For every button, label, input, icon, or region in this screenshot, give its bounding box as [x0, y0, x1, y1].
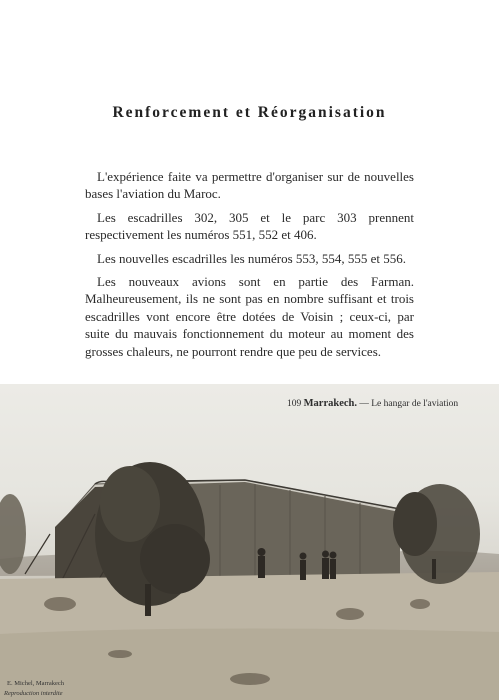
- photo-credit: E. Michel, Marrakech: [7, 680, 65, 687]
- caption-place: Marrakech.: [303, 398, 357, 409]
- caption-text: — Le hangar de l'aviation: [359, 399, 459, 409]
- paragraph: L'expérience faite va permettre d'organiser sur de nouvelles bases l'aviation du Maroc.: [85, 169, 414, 202]
- photo-caption: [287, 398, 458, 409]
- hangar-photo: [0, 384, 499, 700]
- body-text: [85, 168, 414, 366]
- photo-rights: Reproduction interdite: [4, 690, 63, 697]
- hangar-photo-drawing: [0, 384, 499, 700]
- paragraph: Les nouvelles escadrilles les numéros 553, 554, 555 et 556.: [97, 250, 407, 266]
- caption-number: 109: [287, 399, 302, 409]
- page-title: Renforcement et Réorganisation: [112, 104, 387, 121]
- paragraph: Les nouveaux avions sont en partie des Farman. Malheureusement, ils ne sont pas en nombre suffisant et trois escadrilles vont encore être dotées de Voisin ; ceux-ci, par suite du mauvais fonctionnement du moteur au moment des grosses chaleurs, ne pourront rendre que peu de services.: [85, 274, 414, 359]
- paragraph: Les escadrilles 302, 305 et le parc 303 prennent respectivement les numéros 551, 552 et 406.: [85, 209, 414, 243]
